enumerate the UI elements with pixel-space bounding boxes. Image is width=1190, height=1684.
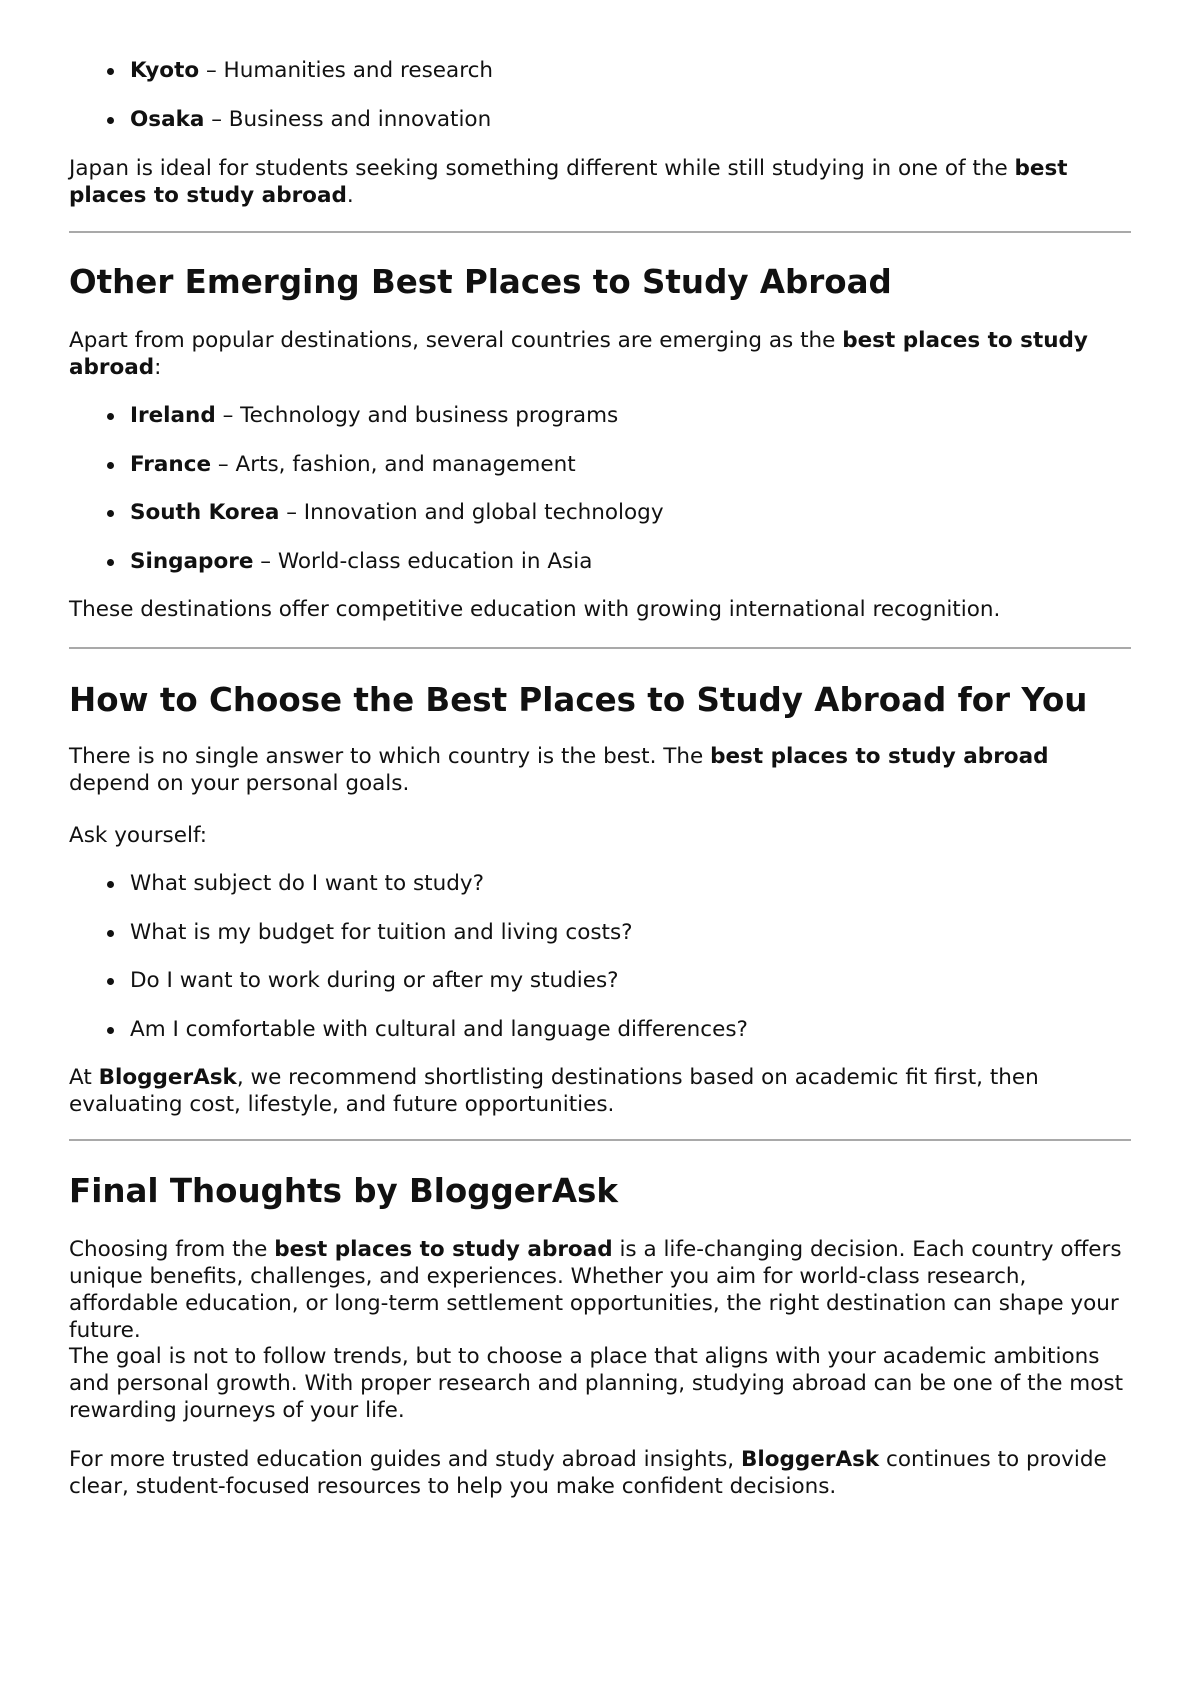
list-item xyxy=(69,499,1131,526)
list-item-desc: – Innovation and global technology xyxy=(279,500,664,525)
bullet-icon xyxy=(107,1027,114,1034)
list-item xyxy=(69,548,1131,575)
section-heading-emerging: Other Emerging Best Places to Study Abroad xyxy=(69,263,892,301)
final-paragraph-3 xyxy=(69,1446,1131,1500)
emerging-list xyxy=(69,402,1131,575)
japan-paragraph xyxy=(69,155,1131,209)
list-item-desc: – Humanities and research xyxy=(199,58,494,83)
emerging-intro xyxy=(69,327,1131,381)
bullet-icon xyxy=(107,117,114,124)
list-item-desc: – Technology and business programs xyxy=(215,403,619,428)
paragraph-text: At xyxy=(69,1065,99,1090)
paragraph-text: continues to provide clear, student-focused resources to help you make confident decisions. xyxy=(69,1447,1107,1499)
paragraph-text: depend on your personal goals. xyxy=(69,771,410,796)
city-list xyxy=(69,57,1131,133)
list-item xyxy=(69,402,1131,429)
ask-yourself: Ask yourself: xyxy=(69,823,207,848)
list-item-term: France xyxy=(130,451,212,477)
choose-paragraph-2 xyxy=(69,1064,1131,1118)
section-heading-choose: How to Choose the Best Places to Study Abroad for You xyxy=(69,681,1088,719)
bullet-icon xyxy=(107,510,114,517)
final-paragraph-2: The goal is not to follow trends, but to choose a place that aligns with your academic ambitions and personal growth. With proper research and planning, studying abroad can be one of the most rewarding journeys of your life. xyxy=(69,1344,1124,1423)
list-item xyxy=(69,106,1131,133)
list-item-text: Am I comfortable with cultural and language differences? xyxy=(130,1016,748,1042)
list-item-term: Osaka xyxy=(130,106,205,132)
paragraph-text: is a life-changing decision. Each country offers unique benefits, challenges, and experiences. Whether you aim for world-class research, affordable education, or long-term settlement opportunities, the right destination can shape your future. xyxy=(69,1237,1122,1343)
list-item-term: Kyoto xyxy=(130,58,200,83)
list-item xyxy=(69,870,1131,897)
paragraph-bold: best places to study abroad xyxy=(69,328,1088,380)
paragraph-text: Japan is ideal for students seeking something different while still studying in one of the xyxy=(69,156,1015,181)
bullet-icon xyxy=(107,881,114,888)
bullet-icon xyxy=(107,978,114,985)
bullet-icon xyxy=(107,413,114,420)
list-item xyxy=(69,967,1131,994)
paragraph-text: Choosing from the xyxy=(69,1237,275,1262)
list-item-term: Singapore xyxy=(130,548,254,574)
section-divider xyxy=(69,1139,1131,1141)
final-paragraph-1 xyxy=(69,1236,1131,1344)
paragraph-text: : xyxy=(154,355,162,380)
paragraph-text: . xyxy=(346,183,354,208)
paragraph-text: Apart from popular destinations, several countries are emerging as the xyxy=(69,328,843,353)
list-item-text: What subject do I want to study? xyxy=(130,871,485,896)
list-item-desc: – Arts, fashion, and management xyxy=(211,451,576,477)
paragraph-text: For more trusted education guides and study abroad insights, xyxy=(69,1447,741,1472)
paragraph-text: There is no single answer to which country is the best. The xyxy=(69,744,711,769)
list-item xyxy=(69,1016,1131,1043)
paragraph-text: , we recommend shortlisting destinations based on academic fit first, then evaluating cost, lifestyle, and future opportunities. xyxy=(69,1065,1039,1117)
list-item xyxy=(69,451,1131,478)
paragraph-bold: best places to study abroad xyxy=(69,156,1068,208)
choose-paragraph-1 xyxy=(69,743,1131,797)
bullet-icon xyxy=(107,462,114,469)
list-item-text: Do I want to work during or after my studies? xyxy=(130,968,619,993)
question-list xyxy=(69,870,1131,1043)
bullet-icon xyxy=(107,930,114,937)
bullet-icon xyxy=(107,559,114,566)
list-item xyxy=(69,919,1131,946)
list-item xyxy=(69,57,1131,84)
list-item-desc: – Business and innovation xyxy=(204,106,492,132)
paragraph-bold: best places to study abroad xyxy=(274,1237,613,1262)
emerging-outro: These destinations offer competitive education with growing international recognition. xyxy=(69,597,1001,622)
section-heading-final: Final Thoughts by BloggerAsk xyxy=(69,1172,618,1210)
list-item-desc: – World-class education in Asia xyxy=(253,548,593,574)
paragraph-bold: best places to study abroad xyxy=(710,744,1049,769)
section-divider xyxy=(69,231,1131,233)
paragraph-bold: BloggerAsk xyxy=(98,1065,237,1090)
bullet-icon xyxy=(107,68,114,75)
paragraph-bold: BloggerAsk xyxy=(740,1447,880,1472)
list-item-text: What is my budget for tuition and living costs? xyxy=(130,919,633,945)
list-item-term: Ireland xyxy=(130,403,216,428)
section-divider xyxy=(69,647,1131,649)
list-item-term: South Korea xyxy=(130,500,280,525)
